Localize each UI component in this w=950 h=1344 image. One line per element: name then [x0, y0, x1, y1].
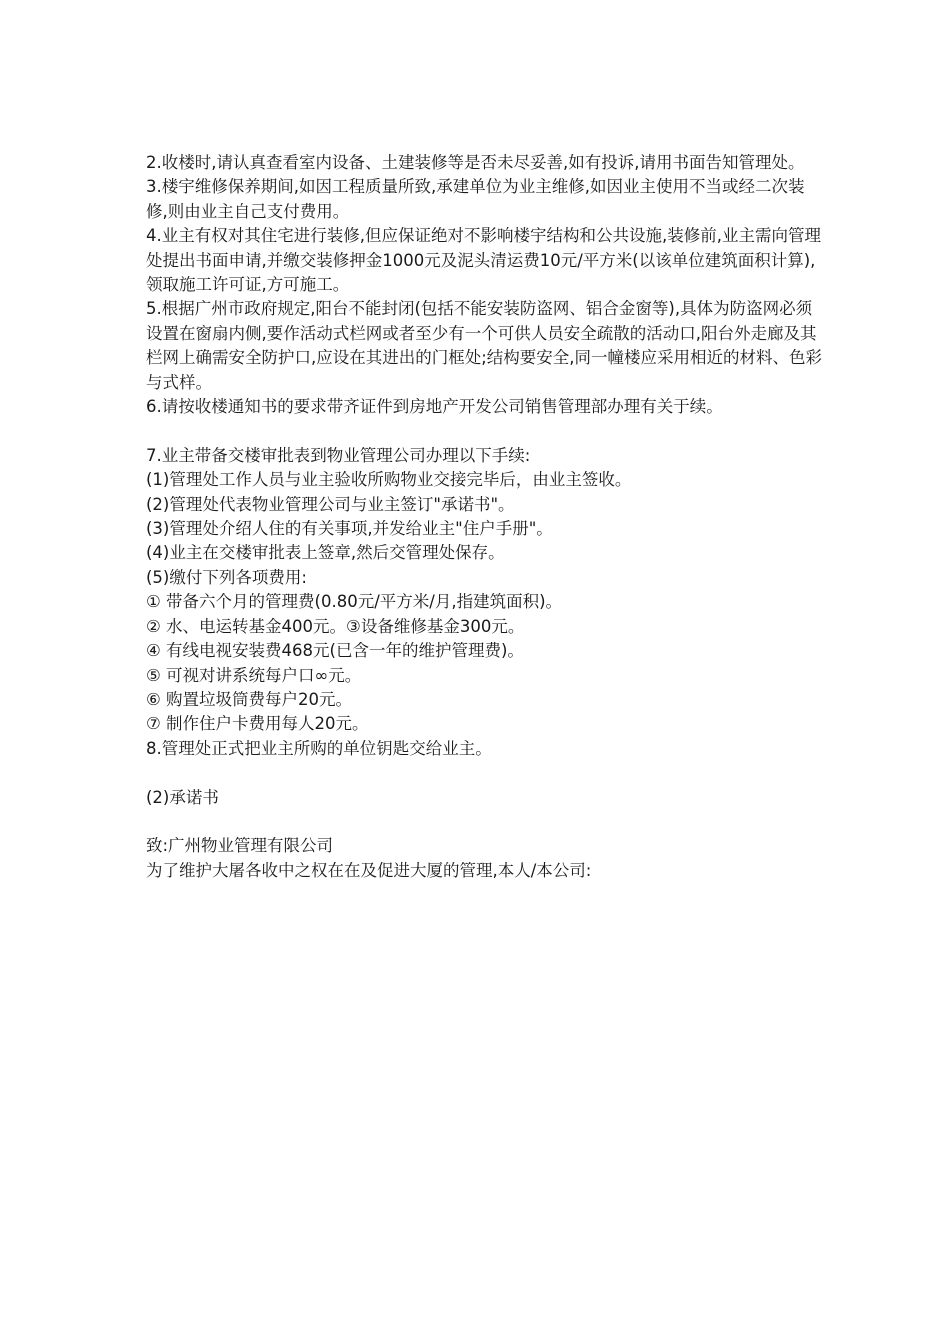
addressee: 致:广州物业管理有限公司	[146, 836, 334, 856]
fee-item: ② 水、电运转基金400元。③设备维修基金300元。	[146, 616, 525, 636]
item-8: 8.管理处正式把业主所购的单位钥匙交给业主。	[146, 738, 492, 758]
item-7-heading: 7.业主带备交楼审批表到物业管理公司办理以下手续:	[146, 445, 531, 465]
fee-item: ④ 有线电视安装费468元(已含一年的维护管理费)。	[146, 641, 524, 661]
blank-line	[146, 810, 826, 834]
item-7-sub-1: (1)管理处工作人员与业主验收所购物业交接完毕后，由业主签收。	[146, 470, 632, 490]
item-3: 3.楼宇维修保养期间,如因工程质量所致,承建单位为业主维修,如因业主使用不当或经二次装修,则由业主自己支付费用。	[146, 177, 805, 221]
document-body	[146, 151, 826, 883]
item-2: 2.收楼时,请认真查看室内设备、土建装修等是否未尽妥善,如有投诉,请用书面告知管理处。	[146, 153, 805, 172]
item-7-sub-4: (4)业主在交楼审批表上签章,然后交管理处保存。	[146, 543, 505, 563]
fee-item: ⑤ 可视对讲系统每户口∞元。	[146, 665, 362, 685]
section-title: (2)承诺书	[146, 787, 219, 807]
item-4: 4.业主有权对其住宅进行装修,但应保证绝对不影响楼宇结构和公共设施,装修前,业主需向管理处提出书面申请,并缴交装修押金1000元及泥头清运费10元/平方米(以该单位建筑面积计算),领取施工许可证,方可施工。	[146, 226, 821, 295]
blank-line	[146, 419, 826, 443]
item-6: 6.请按收楼通知书的要求带齐证件到房地产开发公司销售管理部办理有关于续。	[146, 397, 723, 417]
item-7-sub-5: (5)缴付下列各项费用:	[146, 567, 307, 587]
blank-line	[146, 761, 826, 785]
fee-item: ⑦ 制作住户卡费用每人20元。	[146, 714, 369, 734]
item-5: 5.根据广州市政府规定,阳台不能封闭(包括不能安装防盗网、铝合金窗等),具体为防盗网必须设置在窗扇内侧,要作活动式栏网或者至少有一个可供人员安全疏散的活动口,阳台外走廊及其栏网上确需安全防护口,应设在其进出的门框处;结构要安全,同一幢楼应采用相近的材料、色彩与式样。	[146, 299, 823, 392]
fee-item: ⑥ 购置垃圾筒费每户20元。	[146, 689, 353, 709]
fee-item: ① 带备六个月的管理费(0.80元/平方米/月,指建筑面积)。	[146, 592, 563, 612]
item-7-sub-3: (3)管理处介绍人住的有关事项,并发给业主"住户手册"。	[146, 519, 553, 539]
intro-line: 为了维护大屠各收中之权在在及促进大厦的管理,本人/本公司:	[146, 860, 592, 880]
item-7-sub-2: (2)管理处代表物业管理公司与业主签订"承诺书"。	[146, 494, 515, 514]
